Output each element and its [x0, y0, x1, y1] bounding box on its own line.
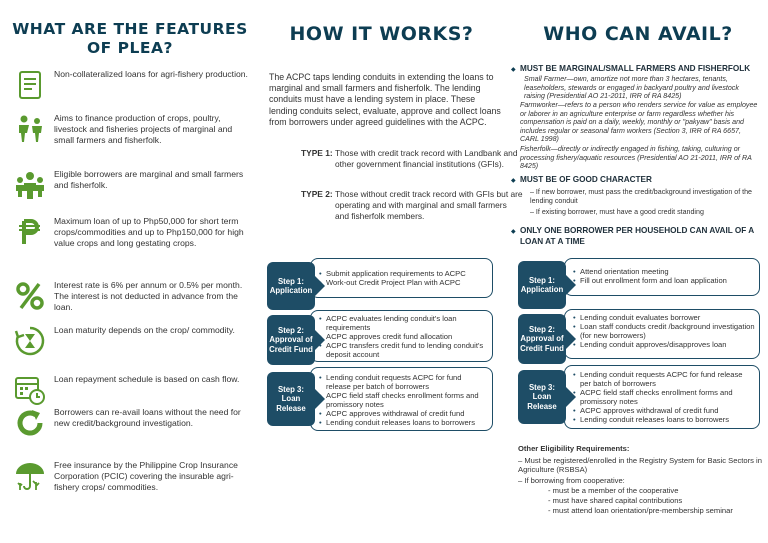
- definition-farmworker: Farmworker—refers to a person who renders service for value as employee or laborer in an agriculture enterprise or farm regardless whether his compensation is paid on a daily, weekly, monthly or "pakyaw" basis and includes regular or seasonal farm workers (Section 3, IRR of RA 6657, CARL 1998): [520, 101, 758, 144]
- step-arrow: [315, 276, 325, 296]
- step-item: • Work-out Credit Project Plan with ACPC: [319, 278, 492, 287]
- avail-step-3-details: [564, 365, 760, 429]
- step-item: • ACPC transfers credit fund to lending conduit's deposit account: [319, 341, 486, 359]
- step-arrow: [566, 387, 576, 407]
- step-arrow: [566, 329, 576, 349]
- avail-step-3-box: Step 3: Loan Release: [518, 370, 566, 424]
- step-item: • ACPC approves credit fund allocation: [319, 332, 486, 341]
- other-eligibility-item: – Must be registered/enrolled in the Registry System for Basic Sectors in Agriculture (RSBSA): [518, 456, 762, 475]
- step-arrow: [315, 389, 325, 409]
- calendar-clock-icon: [14, 374, 46, 406]
- character-item: – If new borrower, must pass the credit/background investigation of the lending conduit: [530, 188, 753, 205]
- cooperative-item: - must attend loan orientation/pre-membership seminar: [548, 506, 733, 515]
- step-item: • Lending conduit releases loans to borrowers: [573, 415, 755, 424]
- cooperative-item: - must have shared capital contributions: [548, 496, 683, 505]
- step-arrow: [315, 330, 325, 350]
- who-can-avail-title: WHO CAN AVAIL?: [543, 23, 733, 45]
- step-arrow: [566, 275, 576, 295]
- section-heading: ◆ MUST BE OF GOOD CHARACTER: [520, 175, 766, 186]
- section-heading: ◆ MUST BE MARGINAL/SMALL FARMERS AND FISHERFOLK: [520, 64, 766, 75]
- step-item: • ACPC field staff checks enrollment forms and promissory notes: [319, 391, 486, 409]
- step-item: • ACPC approves withdrawal of credit fund: [573, 406, 755, 415]
- who-can-avail-column: [508, 0, 768, 543]
- step-item: • Submit application requirements to ACPC: [319, 269, 492, 278]
- document-list-icon: [14, 69, 46, 101]
- step-item: • Lending conduit evaluates borrower: [573, 313, 755, 322]
- section-heading: ◆ ONLY ONE BORROWER PER HOUSEHOLD CAN AVAIL OF A LOAN AT A TIME: [520, 226, 764, 247]
- step-item: • ACPC field staff checks enrollment forms and promissory notes: [573, 388, 755, 406]
- step-2-details: [310, 310, 493, 362]
- step-item: • Lending conduit approves/disapproves loan: [573, 340, 755, 349]
- character-item: – If existing borrower, must have a good credit standing: [530, 208, 704, 216]
- step-item: • Fill out enrollment form and loan application: [573, 276, 755, 285]
- step-1-box: Step 1: Application: [267, 262, 315, 310]
- step-3-box: Step 3: Loan Release: [267, 372, 315, 426]
- step-1-details: [310, 258, 493, 298]
- step-item: • ACPC evaluates lending conduit's loan requirements: [319, 314, 486, 332]
- step-item: • Lending conduit requests ACPC for fund release per batch of borrowers: [319, 373, 486, 391]
- farmers-icon: [14, 113, 46, 145]
- refresh-arrow-icon: [14, 407, 46, 439]
- step-3-details: [310, 367, 493, 431]
- how-it-works-title: HOW IT WORKS?: [289, 23, 474, 45]
- other-eligibility-item: – If borrowing from cooperative:: [518, 476, 625, 485]
- intro-paragraph: The ACPC taps lending conduits in extending the loans to marginal and small farmers and fisherfolk. The lending conduits must have a lending system in place. These lending conduits select, evaluate, approve and collect loans from borrowers under agreed guidelines with the ACPC.: [269, 72, 501, 127]
- step-item: • Lending conduit releases loans to borrowers: [319, 418, 486, 427]
- umbrella-crops-icon: [14, 460, 46, 492]
- step-item: • Loan staff conducts credit /background investigation (for new borrowers): [573, 322, 755, 340]
- step-item: • Lending conduit requests ACPC for fund release per batch of borrowers: [573, 370, 755, 388]
- avail-step-2-box: Step 2: Approval of Credit Fund: [518, 314, 566, 364]
- other-eligibility-title: Other Eligibility Requirements:: [518, 444, 630, 453]
- step-2-box: Step 2: Approval of Credit Fund: [267, 315, 315, 365]
- definition-fisherfolk: Fisherfolk—directly or indirectly engaged in fishing, taking, culturing or processing fishery/aquatic resources (Presidential AO 21-2011, IRR of RA 8425): [520, 145, 752, 171]
- people-group-icon: [14, 169, 46, 201]
- step-item: • Attend orientation meeting: [573, 267, 755, 276]
- definition-small-farmer: Small Farmer—own, amortize not more than 3 hectares, tenants, leaseholders, stewards or engaged in backyard poultry and livestock raising (Presidential AO 21-2011, IRR of RA 8425): [524, 75, 739, 101]
- avail-step-2-details: [564, 309, 760, 359]
- hourglass-cycle-icon: [14, 325, 46, 357]
- step-item: • ACPC approves withdrawal of credit fund: [319, 409, 486, 418]
- percent-icon: [14, 280, 46, 312]
- peso-sign-icon: [14, 216, 46, 248]
- avail-step-1-box: Step 1: Application: [518, 261, 566, 309]
- cooperative-item: - must be a member of the cooperative: [548, 486, 679, 495]
- avail-step-1-details: [564, 258, 760, 296]
- how-it-works-column: HOW IT WORKS? The ACPC taps lending conduits in extending the loans to marginal and small farmers and fisherfolk. The lending conduits must have a lending system in place. These lending conduits select, evaluate, approve and collect loans from borrowers under agreed guidelines with the ACPC. TYPE 1: Those with credit track record with Landbank and other government financial institutions (GFIs). TYPE 2: Those without credit track record with GFIs but are operating and with marginal and small farmers and fisherfolk members. • Submit application requirements to ACPC • Work-out Credit Project Plan with ACPC Step 1: Application • ACPC evaluates lending conduit's loan requirements • ACPC approves credit fund allocation • ACPC transfers credit fund to lending conduit's deposit account Step 2: Approval of Credit Fund • Lending conduit requests ACPC for fund release per batch of borrowers • ACPC field staff checks enrollment forms and promissory notes • ACPC approves withdrawal of credit fund • Lending conduit releases loans to borrowers Step 3: Loan Release: [255, 0, 508, 543]
- features-column: WHAT ARE THE FEATURES OF PLEA? Non-collateralized loans for agri-fishery production. Aims to finance production of crops, poultry, livestock and fisheries projects of marginal and small farmers and fisherfolk. Eligible borrowers are marginal and small farmers and fisherfolk. Maximum loan of up to Php50,000 for short term crops/commodities and up to Php150,000 for high value crops and long gestating crops. Interest rate is 6% per annum or 0.5% per month. The interest is not deducted in advance from the loan. Loan maturity depends on the crop/ commodity. Loan repayment schedule is based on cash flow. Borrowers can re-avail loans without the need for new credit/background investigation. Free insurance by the Philippine Crop Insurance Corporation (PCIC) covering the insurable agri-fishery crops/ commodities.: [0, 0, 255, 543]
- features-title: WHAT ARE THE FEATURES OF PLEA?: [12, 20, 248, 57]
